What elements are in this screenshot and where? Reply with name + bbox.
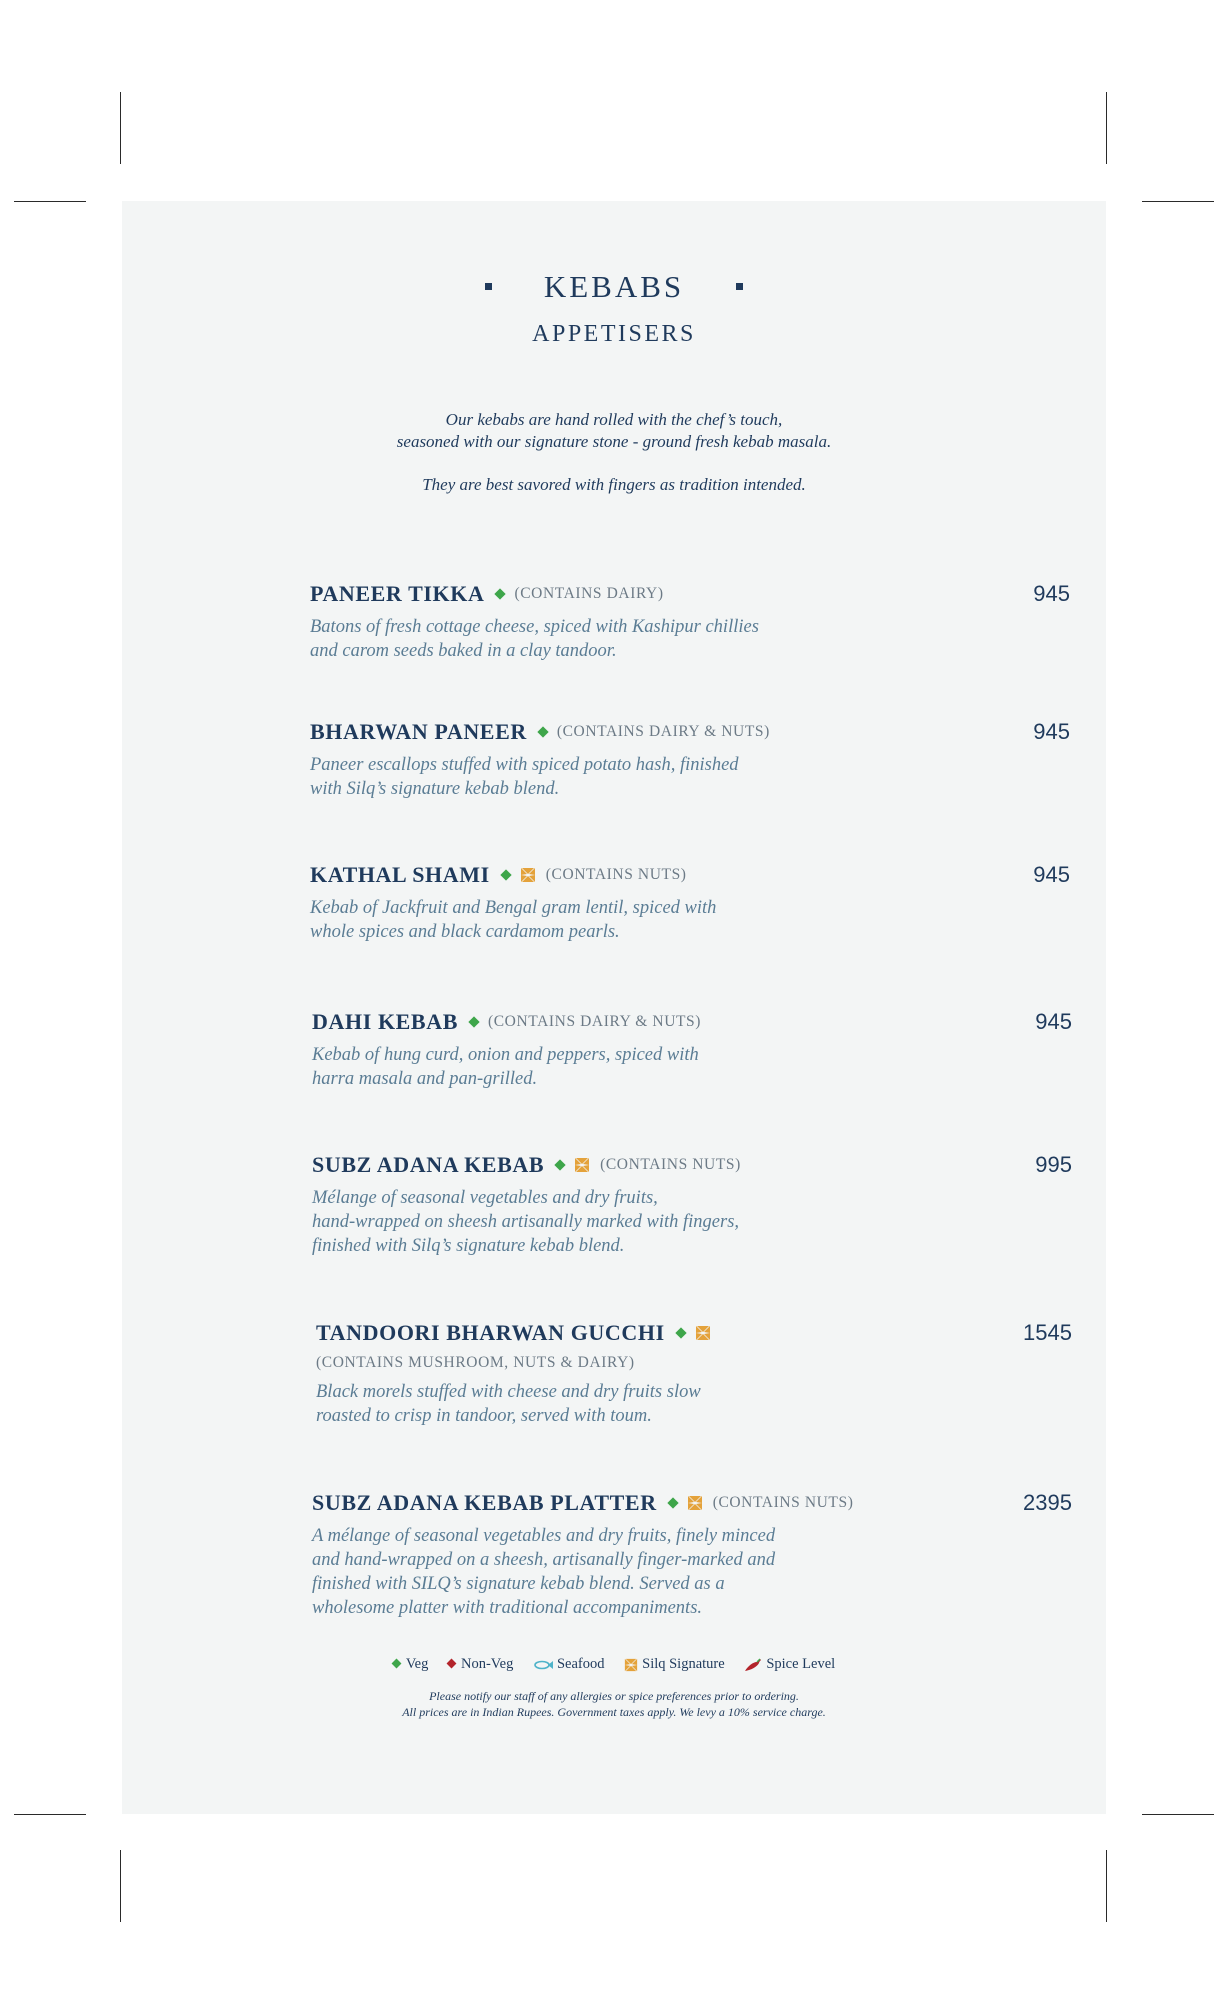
veg-icon: [554, 1159, 565, 1170]
legend-veg: [393, 1656, 429, 1673]
crop-mark: [1142, 1814, 1214, 1815]
item-contains: (CONTAINS NUTS): [712, 1494, 854, 1511]
item-description: Kebab of hung curd, onion and peppers, spiced with harra masala and pan-grilled.: [312, 1045, 699, 1089]
footer-line: All prices are in Indian Rupees. Government taxes apply. We levy a 10% service charge.: [402, 1705, 826, 1719]
silq-signature-icon: [520, 867, 536, 883]
silq-signature-icon: [687, 1495, 703, 1511]
item-contains: (CONTAINS NUTS): [545, 866, 687, 883]
legend-nonveg: [448, 1656, 513, 1673]
menu-item: [310, 719, 1070, 801]
item-description: Mélange of seasonal vegetables and dry fruits, hand-wrapped on sheesh artisanally marked with fingers, finished with Silq’s signature kebab blend.: [312, 1188, 740, 1256]
item-name: KATHAL SHAMI: [310, 862, 490, 887]
item-price: 2395: [1023, 1490, 1072, 1515]
item-price: 945: [1033, 862, 1070, 887]
menu-item: [312, 1152, 1072, 1258]
legend-label: Veg: [405, 1656, 429, 1673]
menu-item: [310, 581, 1070, 663]
item-name: PANEER TIKKA: [310, 581, 485, 606]
square-ornament-icon: [485, 283, 492, 290]
crop-mark: [14, 201, 86, 202]
legend-label: Non-Veg: [461, 1656, 514, 1673]
crop-mark: [14, 1814, 86, 1815]
intro-line: They are best savored with fingers as tradition intended.: [422, 475, 806, 494]
veg-icon: [500, 869, 511, 880]
legend-label: Silq Signature: [642, 1656, 725, 1673]
silq-signature-icon: [624, 1658, 638, 1672]
item-price: 1545: [1023, 1320, 1072, 1345]
crop-mark: [120, 1850, 121, 1922]
legend-label: Seafood: [556, 1656, 605, 1673]
item-description: Kebab of Jackfruit and Bengal gram lentil, spiced with whole spices and black cardamom pearls.: [310, 898, 717, 942]
item-price: 945: [1033, 581, 1070, 606]
fish-icon: [533, 1660, 553, 1670]
veg-icon: [468, 1016, 479, 1027]
crop-mark: [120, 92, 121, 164]
menu-title-text: KEBABS: [543, 269, 685, 304]
item-contains: (CONTAINS NUTS): [600, 1156, 741, 1173]
item-contains: (CONTAINS MUSHROOM, NUTS & DAIRY): [316, 1354, 635, 1371]
veg-icon: [495, 588, 506, 599]
item-name: TANDOORI BHARWAN GUCCHI: [316, 1320, 665, 1345]
item-contains: (CONTAINS DAIRY & NUTS): [487, 1013, 702, 1030]
crop-mark: [1106, 92, 1107, 164]
menu-item: [312, 1009, 1072, 1091]
veg-icon: [391, 1659, 401, 1669]
veg-icon: [667, 1497, 678, 1508]
silq-signature-icon: [574, 1157, 590, 1173]
menu-title: [122, 269, 1106, 305]
footer-note: [122, 1688, 1106, 1720]
crop-mark: [1106, 1850, 1107, 1922]
menu-page: [122, 201, 1106, 1814]
item-description: Batons of fresh cottage cheese, spiced with Kashipur chillies and carom seeds baked in a clay tandoor.: [310, 617, 759, 661]
crop-mark: [1142, 201, 1214, 202]
item-description: A mélange of seasonal vegetables and dry fruits, finely minced and hand-wrapped on a sheesh, artisanally finger-marked and finished with SILQ’s signature kebab blend. Served as a wholesome platter with traditional accompaniments.: [312, 1526, 776, 1618]
intro-line: Our kebabs are hand rolled with the chef’s touch,: [445, 410, 783, 429]
item-price: 945: [1035, 1009, 1072, 1034]
item-description: Paneer escallops stuffed with spiced potato hash, finished with Silq’s signature kebab blend.: [310, 755, 739, 799]
dietary-legend: [122, 1656, 1106, 1673]
veg-icon: [537, 726, 548, 737]
intro-text: [122, 409, 1106, 496]
menu-item: [310, 862, 1070, 944]
item-name: SUBZ ADANA KEBAB: [312, 1152, 545, 1177]
item-price: 945: [1033, 719, 1070, 744]
item-contains: (CONTAINS DAIRY): [514, 585, 664, 602]
silq-signature-icon: [695, 1325, 711, 1341]
item-price: 995: [1035, 1152, 1072, 1177]
veg-icon: [675, 1327, 686, 1338]
chilli-icon: [744, 1658, 762, 1672]
legend-spice: [744, 1656, 835, 1673]
square-ornament-icon: [736, 283, 743, 290]
item-description: Black morels stuffed with cheese and dry fruits slow roasted to crisp in tandoor, served with toum.: [316, 1382, 701, 1426]
legend-label: Spice Level: [766, 1656, 836, 1673]
item-contains: (CONTAINS DAIRY & NUTS): [556, 723, 770, 740]
legend-seafood: [533, 1656, 605, 1673]
legend-signature: [624, 1656, 725, 1673]
menu-item: [316, 1320, 1072, 1428]
item-name: SUBZ ADANA KEBAB PLATTER: [312, 1490, 657, 1515]
menu-item: [312, 1490, 1072, 1620]
intro-line: seasoned with our signature stone - ground fresh kebab masala.: [396, 432, 832, 451]
menu-subtitle: APPETISERS: [532, 321, 696, 347]
item-name: BHARWAN PANEER: [310, 719, 527, 744]
item-name: DAHI KEBAB: [312, 1009, 458, 1034]
footer-line: Please notify our staff of any allergies or spice preferences prior to ordering.: [429, 1689, 799, 1703]
nonveg-icon: [447, 1659, 457, 1669]
